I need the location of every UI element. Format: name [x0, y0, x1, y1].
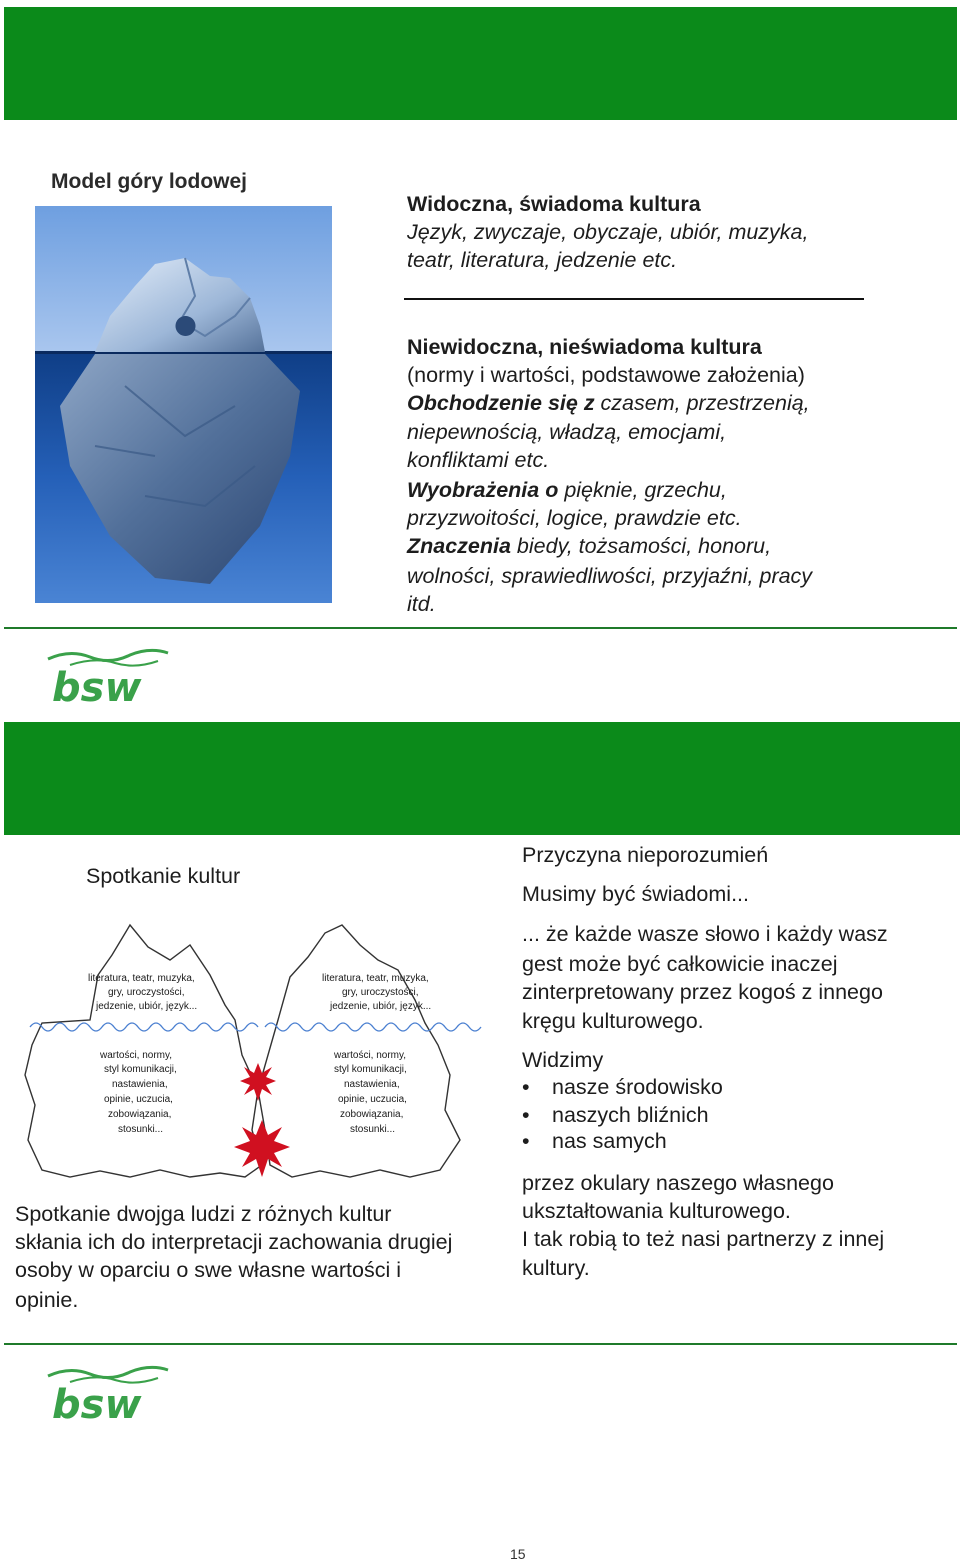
invisible-line-3: niepewnością, władzą, emocjami, [407, 420, 727, 444]
bullet-dot-1: • [522, 1075, 530, 1099]
right-line-3: gest może być całkowicie inaczej [522, 952, 838, 976]
diagram-caption-2: skłania ich do interpretacji zachowania drugiej [15, 1230, 453, 1254]
bullet-item-3: nas samych [552, 1129, 667, 1153]
right-iceberg-bottom-1: wartości, normy, [334, 1050, 407, 1061]
invisible-line-6: przyzwoitości, logice, prawdzie etc. [407, 506, 742, 530]
right-iceberg-top-1: literatura, teatr, muzyka, [322, 973, 429, 984]
page-number: 15 [510, 1546, 526, 1562]
slide1-title: Model góry lodowej [51, 170, 248, 193]
right-line-6: Widzimy [522, 1048, 604, 1072]
right-line-8: ukształtowania kulturowego. [522, 1199, 791, 1223]
culture-meeting-diagram [20, 915, 495, 1190]
invisible-line-9: itd. [407, 592, 436, 616]
left-iceberg-bottom-2: styl komunikacji, [104, 1064, 177, 1075]
left-iceberg-bottom-3: nastawienia, [112, 1079, 168, 1090]
left-iceberg-bottom-5: zobowiązania, [108, 1109, 172, 1120]
bullet-dot-2: • [522, 1103, 530, 1127]
invisible-line-5: Wyobrażenia o pięknie, grzechu, [407, 478, 727, 502]
right-line-10: kultury. [522, 1256, 590, 1280]
conflict-burst-large [234, 1120, 290, 1177]
bsw-logo-text: bsw [52, 1382, 142, 1424]
invisible-culture-heading: Niewidoczna, nieświadoma kultura [407, 335, 762, 359]
invisible-line-2: Obchodzenie się z czasem, przestrzenią, [407, 391, 810, 415]
bsw-logo [40, 645, 172, 707]
bullet-item-1: nasze środowisko [552, 1075, 723, 1099]
left-iceberg-bottom-1: wartości, normy, [100, 1050, 173, 1061]
bsw-logo-text: bsw [52, 665, 142, 707]
right-iceberg-bottom-6: stosunki... [350, 1124, 396, 1135]
right-iceberg-top-2: gry, uroczystości, [342, 987, 419, 998]
slide1-separator-line [404, 298, 864, 300]
right-iceberg-top-3: jedzenie, ubiór, język... [330, 1001, 432, 1012]
right-line-2: ... że każde wasze słowo i każdy wasz [522, 922, 888, 946]
slide1-header-bar [4, 7, 957, 120]
bullet-item-2: naszych bliźnich [552, 1103, 709, 1127]
right-iceberg-bottom-2: styl komunikacji, [334, 1064, 407, 1075]
slide2-footer-line [4, 1343, 957, 1345]
right-iceberg-bottom-5: zobowiązania, [340, 1109, 404, 1120]
visible-culture-line-1: Język, zwyczaje, obyczaje, ubiór, muzyka, [407, 220, 809, 244]
right-line-5: kręgu kulturowego. [522, 1009, 704, 1033]
right-line-1: Musimy być świadomi... [522, 882, 749, 906]
invisible-line-7: Znaczenia biedy, tożsamości, honoru, [407, 534, 772, 558]
left-iceberg-bottom-4: opinie, uczucia, [104, 1094, 173, 1105]
invisible-line-8: wolności, sprawiedliwości, przyjaźni, pracy [407, 564, 813, 588]
invisible-line-1: (normy i wartości, podstawowe założenia) [407, 363, 805, 387]
slide1-footer-line [4, 627, 957, 629]
right-heading: Przyczyna nieporozumień [522, 843, 769, 867]
iceberg-image [35, 206, 332, 603]
left-iceberg-top-1: literatura, teatr, muzyka, [88, 973, 195, 984]
diagram-caption-1: Spotkanie dwojga ludzi z różnych kultur [15, 1202, 392, 1226]
bullet-dot-3: • [522, 1129, 530, 1153]
left-iceberg-bottom-6: stosunki... [118, 1124, 164, 1135]
visible-culture-heading: Widoczna, świadoma kultura [407, 192, 701, 216]
left-iceberg-top-2: gry, uroczystości, [108, 987, 185, 998]
visible-culture-line-2: teatr, literatura, jedzenie etc. [407, 248, 678, 272]
diagram-caption-4: opinie. [15, 1288, 79, 1312]
bsw-logo [40, 1362, 172, 1424]
right-line-9: I tak robią to też nasi partnerzy z innej [522, 1227, 885, 1251]
right-iceberg-bottom-3: nastawienia, [344, 1079, 400, 1090]
slide2-header-bar [4, 722, 960, 835]
conflict-burst-small [240, 1063, 276, 1101]
left-iceberg-top-3: jedzenie, ubiór, język... [96, 1001, 198, 1012]
right-line-4: zinterpretowany przez kogoś z innego [522, 980, 883, 1004]
right-iceberg-bottom-4: opinie, uczucia, [338, 1094, 407, 1105]
diagram-caption-3: osoby w oparciu o swe własne wartości i [15, 1258, 401, 1282]
invisible-line-4: konfliktami etc. [407, 448, 550, 472]
right-line-7: przez okulary naszego własnego [522, 1171, 834, 1195]
slide2-title: Spotkanie kultur [86, 864, 241, 888]
